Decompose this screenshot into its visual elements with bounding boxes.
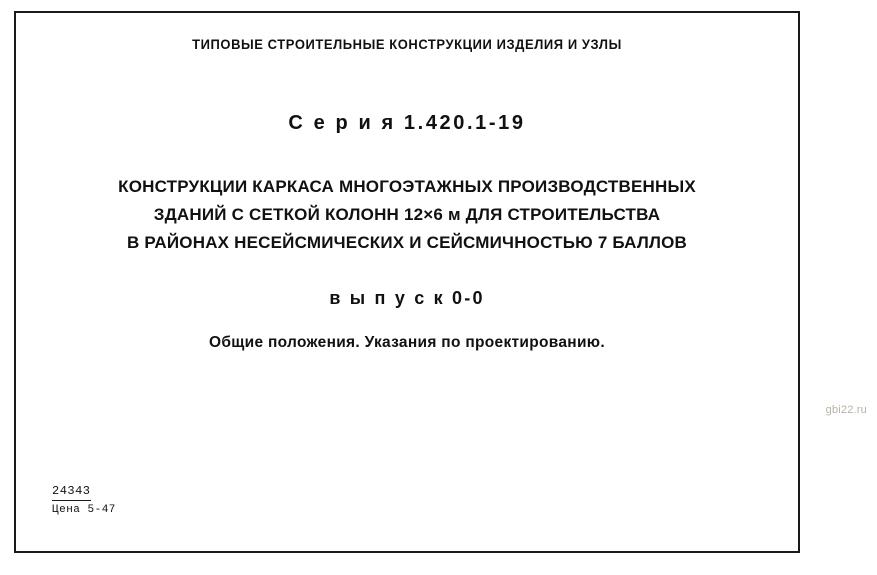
document-code-block bbox=[52, 484, 116, 518]
series-designation: С е р и я 1.420.1-19 bbox=[288, 112, 526, 134]
document-title bbox=[16, 173, 798, 257]
document-subtitle: Общие положения. Указания по проектированию. bbox=[209, 334, 605, 351]
document-code-number: 24343 bbox=[52, 484, 91, 501]
issue-number: в ы п у с к 0-0 bbox=[329, 288, 485, 308]
title-line-3: В РАЙОНАХ НЕСЕЙСМИЧЕСКИХ И СЕЙСМИЧНОСТЬЮ 7 БАЛЛОВ bbox=[126, 233, 688, 252]
title-line-2: ЗДАНИЙ С СЕТКОЙ КОЛОНН 12×6 м ДЛЯ СТРОИТЕЛЬСТВА bbox=[153, 205, 661, 224]
title-line-1: КОНСТРУКЦИИ КАРКАСА МНОГОЭТАЖНЫХ ПРОИЗВОДСТВЕННЫХ bbox=[118, 177, 696, 196]
document-header-text: ТИПОВЫЕ СТРОИТЕЛЬНЫЕ КОНСТРУКЦИИ ИЗДЕЛИЯ И УЗЛЫ bbox=[192, 37, 622, 52]
document-border-frame bbox=[14, 11, 800, 553]
document-price: Цена 5-47 bbox=[52, 504, 116, 516]
watermark-text: gbi22.ru bbox=[825, 404, 867, 416]
